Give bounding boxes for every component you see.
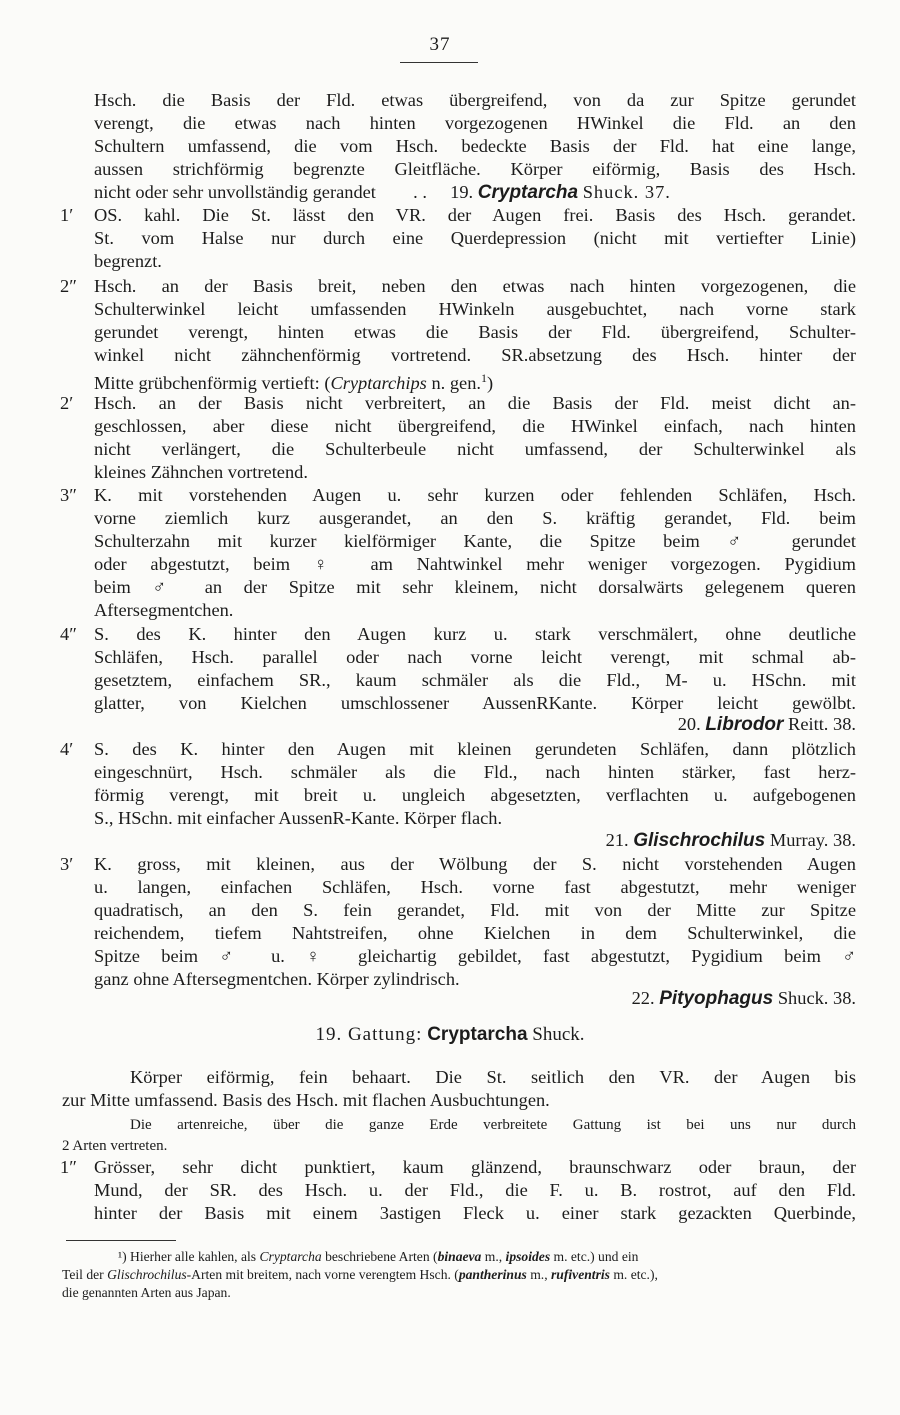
- couplet-1p-line-1: OS. kahl. Die St. lässt den VR. der Augen frei. Basis des Hsch. gerandet.: [94, 205, 856, 225]
- couplet-4pp-line-3: gesetztem, einfachem SR., kaum schmäler als die Fld., M- u. HSchn. mit: [94, 670, 856, 690]
- genus-desc-line-1: Körper eiförmig, fein behaart. Die St. seitlich den VR. der Augen bis: [130, 1067, 856, 1087]
- genus-name-librodor: Librodor: [705, 714, 784, 735]
- couplet-3pp-line-6: Aftersegmentchen.: [94, 600, 234, 620]
- couplet-2p-line-2: geschlossen, aber diese nicht übergreifend, die HWinkel einfach, nach hinten: [94, 416, 856, 436]
- couplet-3p-result: [94, 987, 856, 1010]
- couplet-4p-line-3: förmig verengt, mit breit u. ungleich abgesetzten, verflachten u. aufgebogenen: [94, 785, 856, 805]
- couplet-2p-line-4: kleines Zähnchen vortretend.: [94, 462, 308, 482]
- couplet-2pp-line-5: [94, 367, 493, 394]
- footnote-l1-a: Hierher alle kahlen, als: [130, 1249, 257, 1264]
- intro-line-5: [94, 181, 856, 204]
- species-1-line-1: Grösser, sehr dicht punktiert, kaum glänzend, braunschwarz oder braun, der: [94, 1157, 856, 1177]
- couplet-2pp-line-1: Hsch. an der Basis breit, neben den etwas nach hinten vorgezogenen, die: [94, 276, 856, 296]
- couplet-2pp-line-5-close: ): [486, 373, 494, 394]
- couplet-2pp-line-3: gerundet verengt, hinten etwas die Basis der Fld. übergreifend, Schulter-: [94, 322, 856, 342]
- intro-line-5-dots: . .: [413, 182, 427, 202]
- species-1-line-3: hinter der Basis mit einem 3astigen Fleck u. einer stark gezackten Querbinde,: [94, 1203, 856, 1223]
- footnote-l1-c: m.,: [484, 1249, 503, 1264]
- footnote-l2-b: -Arten mit breitem, nach vorne verengtem Hsch. (: [186, 1267, 459, 1282]
- genus-desc-line-2: zur Mitte umfassend. Basis des Hsch. mit flachen Ausbuchtungen.: [62, 1090, 550, 1110]
- intro-line-3: Schultern umfassend, die vom Hsch. bedeckte Basis der Fld. hat eine lange,: [94, 136, 856, 156]
- couplet-4p-line-2: eingeschnürt, Hsch. schmäler als die Fld., nach hinten stärker, fast herz-: [94, 762, 856, 782]
- page-number: 37: [429, 34, 451, 55]
- couplet-3pp-line-4: oder abgestutzt, beim ♀ am Nahtwinkel mehr weniger vorgezogen. Pygidium: [94, 554, 856, 574]
- couplet-3p-line-5: Spitze beim ♂ u. ♀ gleichartig gebildet, fast abgestutzt, Pygidium beim ♂: [94, 946, 856, 966]
- footnote-line-2: [62, 1266, 658, 1284]
- couplet-1p-line-3: begrenzt.: [94, 251, 162, 271]
- genus-author-librodor: Reitt. 38.: [788, 714, 856, 734]
- couplet-mark-2p: 2′: [60, 393, 74, 413]
- couplet-2pp-line-4: winkel nicht zähnchenförmig vortretend. SR.absetzung des Hsch. hinter der: [94, 345, 856, 365]
- couplet-mark-4p: 4′: [60, 739, 74, 759]
- intro-line-1: Hsch. die Basis der Fld. etwas übergreifend, von da zur Spitze gerundet: [94, 90, 856, 110]
- footnote-l2-sp1: pantherinus: [458, 1267, 527, 1282]
- genus-note-line-1: Die artenreiche, über die ganze Erde verbreitete Gattung ist bei uns nur durch: [130, 1117, 856, 1133]
- couplet-3p-line-4: reichendem, tiefem Nahtstreifen, ohne Kielchen in dem Schulterwinkel, die: [94, 923, 856, 943]
- footnote-l1-b: beschriebene Arten (: [325, 1249, 438, 1264]
- footnote-l1-genus: Cryptarcha: [259, 1249, 322, 1264]
- couplet-3p-line-2: u. langen, einfachen Schläfen, Hsch. vorne fast abgestutzt, mehr weniger: [94, 877, 856, 897]
- couplet-mark-3pp: 3″: [60, 485, 77, 505]
- couplet-mark-3p: 3′: [60, 854, 74, 874]
- couplet-4pp-result: [94, 713, 856, 736]
- new-genus-name: Cryptarchips: [330, 373, 427, 394]
- footnote-l1-d: m. etc.) und ein: [553, 1249, 639, 1264]
- couplet-3pp-line-1: K. mit vorstehenden Augen u. sehr kurzen oder fehlenden Schläfen, Hsch.: [94, 485, 856, 505]
- footnote-l2-c: m.,: [530, 1267, 548, 1282]
- couplet-3p-line-3: quadratisch, an den S. fein gerandet, Fld. mit von der Mitte zur Spitze: [94, 900, 856, 920]
- couplet-mark-4pp: 4″: [60, 624, 77, 644]
- couplet-4pp-line-2: Schläfen, Hsch. parallel oder nach vorne leicht verengt, mit schmal ab-: [94, 647, 856, 667]
- intro-line-5-text: nicht oder sehr unvollständig gerandet: [94, 182, 376, 202]
- footnote-line-3: die genannten Arten aus Japan.: [62, 1285, 231, 1300]
- intro-line-4: aussen strichförmig begrenzte Gleitfläche. Körper eiförmig, Basis des Hsch.: [94, 159, 856, 179]
- section-heading-author: Shuck.: [532, 1024, 585, 1045]
- footnote-reference: 1: [480, 371, 487, 385]
- genus-name-glischrochilus: Glischrochilus: [633, 830, 766, 851]
- couplet-4p-line-1: S. des K. hinter den Augen mit kleinen gerundeten Schläfen, dann plötzlich: [94, 739, 856, 759]
- couplet-4p-result: [94, 829, 856, 852]
- footnote-rule: [66, 1240, 176, 1241]
- couplet-3pp-line-2: vorne ziemlich kurz ausgerandet, an den S. kräftig gerandet, Fld. beim: [94, 508, 856, 528]
- footnote-l2-genus: Glischrochilus: [107, 1267, 187, 1282]
- couplet-3p-line-6: ganz ohne Aftersegmentchen. Körper zylindrisch.: [94, 969, 460, 989]
- couplet-mark-2pp: 2″: [60, 276, 77, 296]
- genus-author-glischrochilus: Murray. 38.: [769, 830, 856, 850]
- genus-ref-author: Shuck. 37.: [582, 182, 671, 202]
- couplet-2p-line-3: nicht verlängert, die Schulterbeule nicht umfassend, der Schulterwinkel als: [94, 439, 856, 459]
- footnote-l1-sp1: binaeva: [437, 1249, 482, 1264]
- couplet-4p-line-4: S., HSchn. mit einfacher AussenR-Kante. Körper flach.: [94, 808, 503, 828]
- genus-ref-number: 19.: [450, 182, 474, 202]
- section-heading-prefix: 19. Gattung:: [315, 1024, 423, 1045]
- section-heading-genus: Cryptarcha: [427, 1024, 528, 1045]
- couplet-1p-line-2: St. vom Halse nur durch eine Querdepression (nicht mit vertiefter Linie): [94, 228, 856, 248]
- couplet-4pp-line-4: glatter, von Kielchen umschlossener AussenRKante. Körper leicht gewölbt.: [94, 693, 856, 713]
- species-mark-1pp: 1″: [60, 1157, 77, 1177]
- genus-ref-name: Cryptarcha: [477, 182, 579, 203]
- footnote-l2-a: Teil der: [62, 1267, 104, 1282]
- section-heading: [0, 1024, 900, 1046]
- couplet-mark-1p: 1′: [60, 205, 74, 225]
- genus-number-20: 20.: [677, 714, 701, 734]
- genus-number-22: 22.: [631, 988, 655, 1008]
- species-1-line-2: Mund, der SR. des Hsch. u. der Fld., die F. u. B. rostrot, auf den Fld.: [94, 1180, 856, 1200]
- couplet-2p-line-1: Hsch. an der Basis nicht verbreitert, an die Basis der Fld. meist dicht an-: [94, 393, 856, 413]
- genus-note-line-2: 2 Arten vertreten.: [62, 1138, 168, 1154]
- page-number-rule: [400, 62, 478, 63]
- footnote-line-1: [118, 1248, 638, 1266]
- couplet-2pp-line-2: Schulterwinkel leicht umfassenden HWinkeln ausgebuchtet, nach vorne stark: [94, 299, 856, 319]
- genus-author-pityophagus: Shuck. 38.: [777, 988, 856, 1008]
- new-genus-note: n. gen.: [426, 373, 481, 394]
- couplet-4pp-line-1: S. des K. hinter den Augen kurz u. stark verschmälert, ohne deutliche: [94, 624, 856, 644]
- footnote-l1-sp2: ipsoides: [505, 1249, 551, 1264]
- couplet-3p-line-1: K. gross, mit kleinen, aus der Wölbung der S. nicht vorstehenden Augen: [94, 854, 856, 874]
- genus-number-21: 21.: [605, 830, 629, 850]
- footnote-l2-sp2: rufiventris: [551, 1267, 610, 1282]
- footnote-marker: ¹): [118, 1249, 127, 1264]
- couplet-3pp-line-3: Schulterzahn mit kurzer kielförmiger Kante, die Spitze beim ♂ gerundet: [94, 531, 856, 551]
- intro-line-2: verengt, die etwas nach hinten vorgezogenen HWinkel die Fld. an den: [94, 113, 856, 133]
- couplet-3pp-line-5: beim ♂ an der Spitze mit sehr kleinem, nicht dorsalwärts gelegenem queren: [94, 577, 856, 597]
- couplet-2pp-line-5-pre: Mitte grübchenförmig vertieft: (: [94, 373, 331, 394]
- genus-name-pityophagus: Pityophagus: [659, 988, 774, 1009]
- footnote-l2-d: m. etc.),: [613, 1267, 658, 1282]
